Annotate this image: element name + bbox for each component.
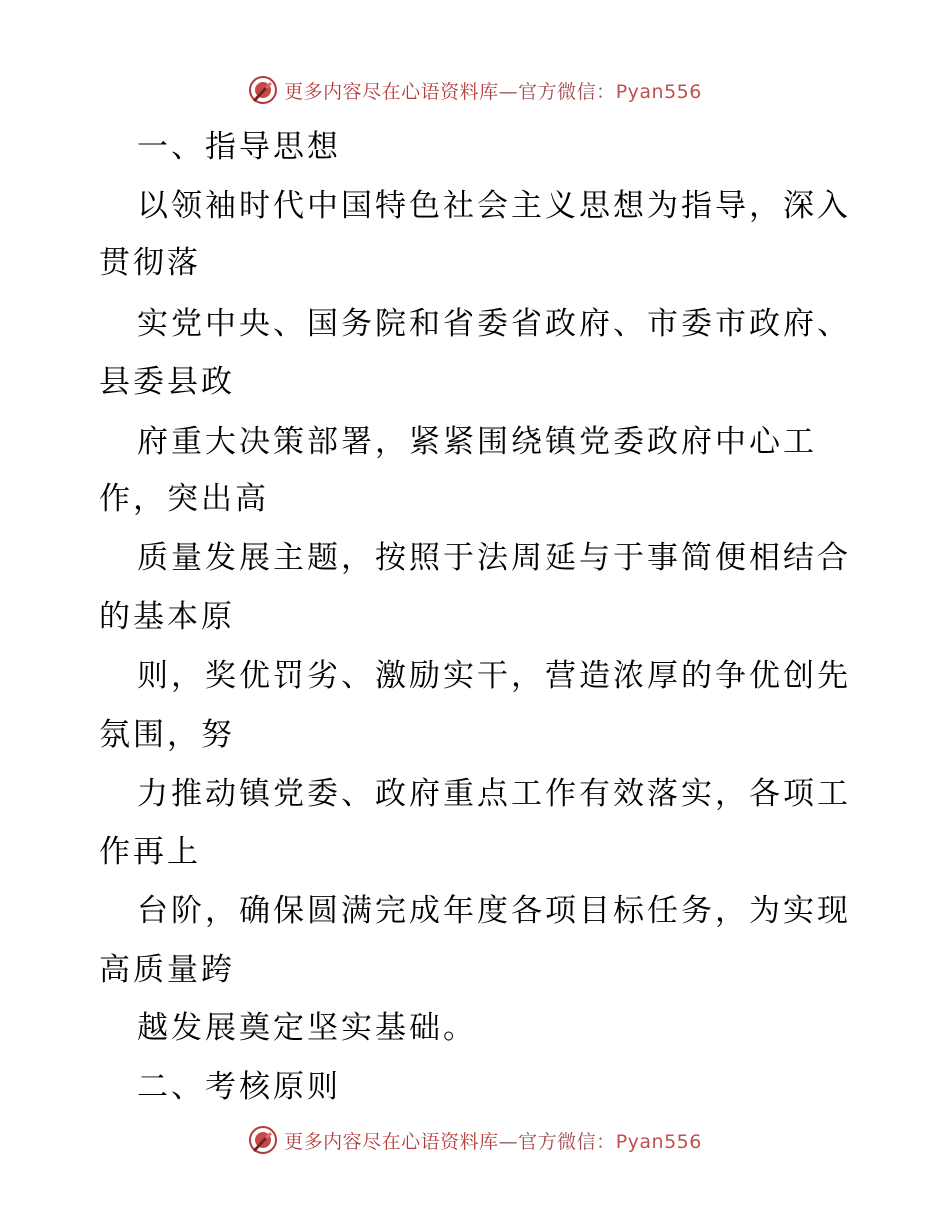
header-watermark	[0, 72, 950, 108]
paragraph-line: 作，突出高	[99, 481, 269, 517]
section-heading-guiding-ideology: 一、指导思想	[137, 129, 341, 165]
paragraph-line: 实党中央、国务院和省委省政府、市委市政府、	[137, 306, 851, 342]
paragraph-line: 质量发展主题，按照于法周延与于事简便相结合	[137, 540, 851, 576]
watermark-account: Pyan556	[615, 1130, 702, 1153]
paragraph-line: 县委县政	[99, 364, 235, 400]
watermark-wechat-label: 官方微信：	[518, 1130, 616, 1153]
paragraph-line: 作再上	[99, 834, 201, 870]
watermark-dash: —	[498, 1130, 519, 1153]
pen-logo-icon	[248, 75, 278, 105]
footer-watermark	[0, 1122, 950, 1158]
paragraph-line: 贯彻落	[99, 245, 201, 281]
watermark-text	[284, 77, 702, 104]
paragraph-line: 府重大决策部署，紧紧围绕镇党委政府中心工	[137, 424, 817, 460]
pen-logo-icon	[248, 1125, 278, 1155]
watermark-site: 更多内容尽在心语资料库	[284, 80, 499, 103]
watermark-site: 更多内容尽在心语资料库	[284, 1130, 499, 1153]
paragraph-line: 高质量跨	[99, 952, 235, 988]
paragraph-line: 台阶，确保圆满完成年度各项目标任务，为实现	[137, 893, 851, 929]
watermark-account: Pyan556	[615, 80, 702, 103]
paragraph-line: 越发展奠定坚实基础。	[137, 1010, 477, 1046]
section-heading-assessment-principles: 二、考核原则	[137, 1069, 341, 1105]
paragraph-line: 力推动镇党委、政府重点工作有效落实，各项工	[137, 776, 851, 812]
watermark-dash: —	[498, 80, 519, 103]
paragraph-line: 的基本原	[99, 599, 235, 635]
paragraph-line: 以领袖时代中国特色社会主义思想为指导，深入	[137, 188, 851, 224]
watermark-wechat-label: 官方微信：	[518, 80, 616, 103]
paragraph-line: 氛围，努	[99, 717, 235, 753]
paragraph-line: 则，奖优罚劣、激励实干，营造浓厚的争优创先	[137, 658, 851, 694]
watermark-text	[284, 1127, 702, 1154]
